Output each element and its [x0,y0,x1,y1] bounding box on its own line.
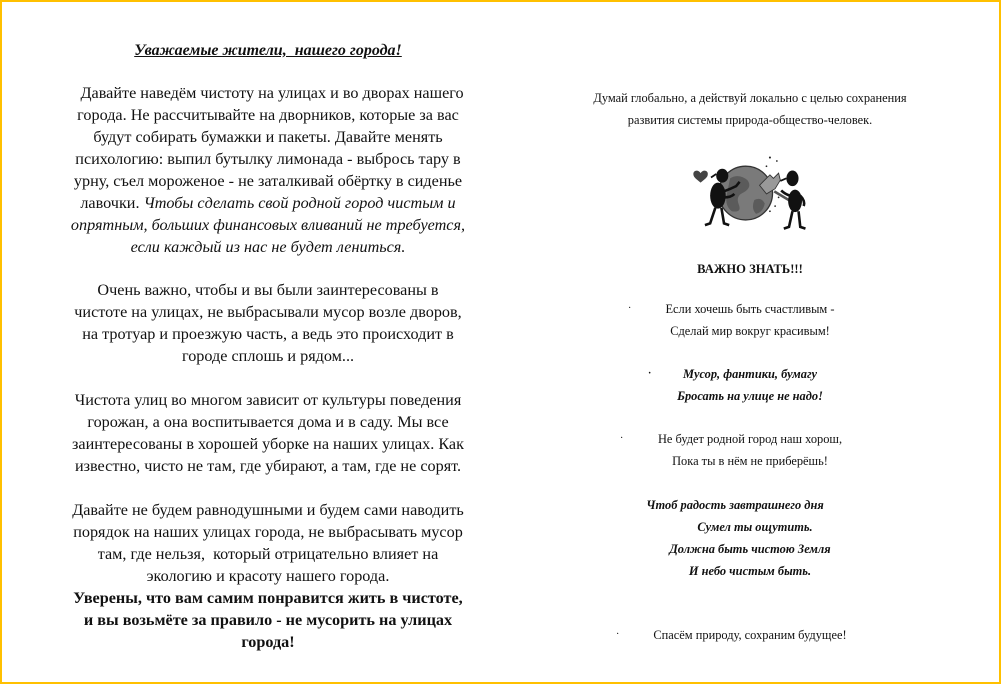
rhyme-3 [560,428,940,472]
bullet-icon: · [628,303,632,314]
motto [560,87,940,131]
paragraph-1-italic-text: Чтобы сделать свой родной город чистым и [143,194,456,212]
spacer [48,367,488,389]
paragraph-1-italic-line: опрятным, больших финансовых вливаний не требуется, [70,216,466,234]
paragraph-2-line: чистоте на улицах, не выбрасывали мусор возле дворов, [74,303,462,321]
paragraph-4-line: Давайте не будем равнодушными и будем сами наводить [72,501,464,519]
rhyme-line: Сделай мир вокруг красивым! [670,324,830,338]
rhyme-line: Если хочешь быть счастливым - [665,302,835,316]
rhyme-line: Пока ты в нём не приберёшь! [672,454,828,468]
paragraph-1 [48,82,488,258]
rhyme-line: Сумел ты ощутить. [697,520,813,534]
closing-text: Спасём природу, сохраним будущее! [653,628,847,642]
rhyme-line: Мусор, фантики, бумагу [682,367,818,381]
paragraph-3-line: горожан, а она воспитывается дома и в саду. Мы все [87,413,449,431]
paragraph-1-line: Давайте наведём чистоту на улицах и во дворах нашего [72,84,464,102]
right-column-reminders [560,87,940,646]
paragraph-4-line: порядок на наших улицах города, не выбрасывать мусор [73,523,463,541]
spacer [48,477,488,499]
rhyme-line: Чтоб радость завтрашнего дня [646,498,824,512]
paragraph-1-line: урну, съел мороженое - не заталкивай обёртку в сиденье [73,172,463,190]
spacer [48,258,488,279]
paragraph-2-line: на тротуар и проезжую часть, а ведь это происходит в [82,325,454,343]
paragraph-1-line: города. Не рассчитывайте на дворников, которые за вас [77,106,459,124]
paragraph-4-bold-line: города! [241,633,295,651]
important-heading: ВАЖНО ЗНАТЬ!!! [697,262,803,276]
appeal-title: Уважаемые жители, нашего города! [134,42,402,59]
paragraph-1-plain-text: лавочки. [80,194,144,212]
rhyme-1 [560,298,940,342]
paragraph-4-bold-line: Уверены, что вам самим понравится жить в чистоте, [73,589,463,607]
motto-line: развития системы природа-общество-человек. [627,113,873,127]
bullet-icon: · [648,368,652,379]
bullet-icon: · [616,629,620,640]
paragraph-4-bold-line: и вы возьмёте за правило - не мусорить на улицах [83,611,453,629]
bullet-icon: · [620,433,624,444]
rhyme-4 [560,494,940,582]
paragraph-4-line: экологию и красоту нашего города. [146,567,390,585]
paragraph-2-line: городе сплошь и рядом... [181,347,355,365]
paragraph-3-line: заинтересованы в хорошей уборке на наших улицах. Как [72,435,464,453]
motto-line: Думай глобально, а действуй локально с целью сохранения [593,91,907,105]
paragraph-1-line: будут собирать бумажки и пакеты. Давайте менять [93,128,443,146]
people-cleaning-globe-icon [685,151,815,236]
paragraph-2-line: Очень важно, чтобы и вы были заинтересованы в [97,281,439,299]
paragraph-4-line: там, где нельзя, который отрицательно влияет на [97,545,439,563]
rhyme-2 [560,363,940,407]
paragraph-2 [48,279,488,367]
paragraph-3-line: известно, чисто не там, где убирают, а там, где не сорят. [74,457,462,475]
rhyme-line: Бросать на улице не надо! [677,389,823,403]
paragraph-1-italic-line: если каждый из нас не будет лениться. [130,238,406,256]
paragraph-4 [48,499,488,653]
paragraph-1-line: психологию: выпил бутылку лимонада - выбрось тару в [75,150,461,168]
left-column-appeal [48,40,488,653]
rhyme-line: Должна быть чистою Земля [669,542,831,556]
paragraph-1-line-mixed [48,192,488,214]
paragraph-3-line: Чистота улиц во многом зависит от культуры поведения [74,391,462,409]
rhyme-line: И небо чистым быть. [688,564,812,578]
rhyme-line: Не будет родной город наш хорош, [657,432,843,446]
closing-line [560,624,940,646]
paragraph-3 [48,389,488,477]
